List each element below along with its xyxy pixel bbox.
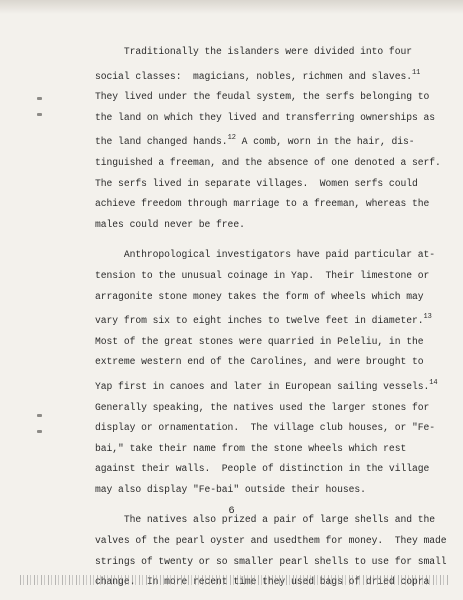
binder-hole-mark [37,97,42,100]
footnote-marker: 13 [423,313,432,322]
text-line: Generally speaking, the natives used the larger stones for [95,401,430,413]
page-top-edge [0,0,463,14]
text-line: achieve freedom through marriage to a freeman, whereas the [95,198,430,210]
text-line: Traditionally the islanders were divided into four [95,46,412,57]
text-line: against their walls. People of distinction in the village [95,463,430,475]
text-line: Yap first in canoes and later in European sailing vessels.$^{14}$ [95,378,438,392]
footnote-marker: 12 [227,134,236,143]
paragraph-gap [95,235,430,245]
text-line: males could never be free. [95,218,245,230]
text-line: vary from six to eight inches to twelve feet in diameter.$^{13}$ [95,313,432,327]
text-line: arragonite stone money takes the form of wheels which may [95,290,424,302]
scan-artifact-bar [20,575,450,585]
text-line: strings of twenty or so smaller pearl shells to use for small [95,555,447,567]
text-line: The natives also prized a pair of large shells and the [95,514,436,526]
text-line: valves of the pearl oyster and usedthem for money. They made [95,535,447,547]
text-line: display or ornamentation. The village club houses, or "Fe- [95,422,436,434]
page-number: 6 [228,505,235,517]
text-line: bai," take their name from the stone wheels which rest [95,442,407,454]
text-line: Most of the great stones were quarried in Peleliu, in the [95,335,424,347]
text-line: extreme western end of the Carolines, and were brought to [95,356,424,368]
footnote-marker: 11 [412,68,421,77]
text-line: The serfs lived in separate villages. Women serfs could [95,177,418,189]
text-line: tinguished a freeman, and the absence of one denoted a serf. [95,156,441,168]
text-line: the land changed hands.$^{12}$ A comb, worn in the hair, dis- [95,134,415,148]
binder-hole-mark [37,113,42,116]
text-line: They lived under the feudal system, the serfs belonging to [95,91,430,103]
text-line: social classes: magicians, nobles, richmen and slaves.$^{11}$ [95,68,421,82]
text-line: tension to the unusual coinage in Yap. Their limestone or [95,269,430,281]
footnote-marker: 14 [429,378,438,387]
text-line: Anthropological investigators have paid particular at- [95,249,436,261]
text-line: the land on which they lived and transferring ownerships as [95,111,436,123]
text-line: change. In more recent time they used bags of dried copra [95,576,430,588]
binder-hole-mark [37,430,42,433]
text-line: may also display "Fe-bai" outside their houses. [95,483,366,495]
binder-hole-mark [37,414,42,417]
